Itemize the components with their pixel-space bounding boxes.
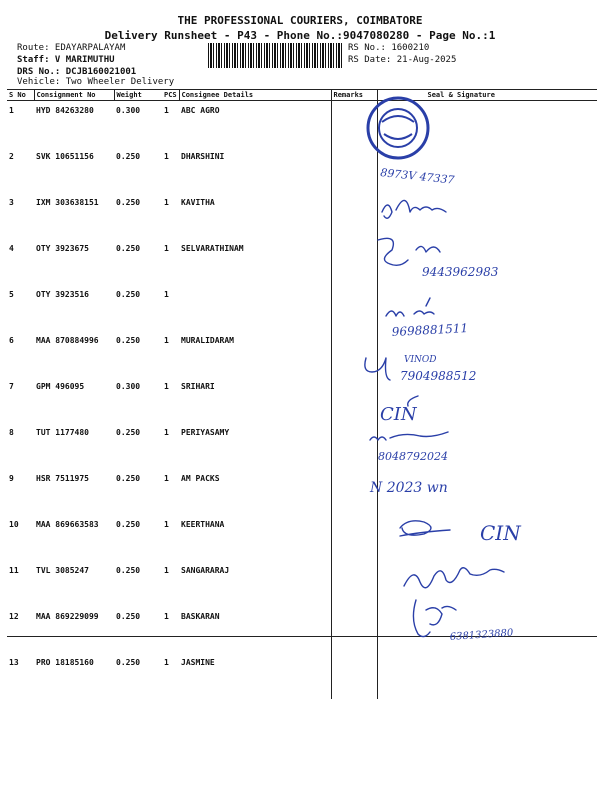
row-sno: 9	[9, 474, 14, 483]
route-label: Route: EDAYARPALAYAM	[17, 43, 126, 53]
company-title: THE PROFESSIONAL COURIERS, COIMBATORE	[177, 14, 423, 27]
row-sno: 6	[9, 336, 14, 345]
row-consignee: JASMINE	[181, 658, 215, 667]
row-pcs: 1	[164, 474, 169, 483]
row-sno: 3	[9, 198, 14, 207]
row-consignee: PERIYASAMY	[181, 428, 230, 437]
row-weight: 0.250	[116, 290, 141, 299]
row-consignee: SRIHARI	[181, 382, 215, 391]
row-consignment: SVK 10651156	[36, 152, 94, 161]
signature-row11-scribble	[400, 521, 450, 536]
row-pcs: 1	[164, 336, 169, 345]
signature-row7	[365, 358, 390, 380]
rs-date: RS Date: 21-Aug-2025	[348, 55, 457, 65]
row-pcs: 1	[164, 152, 169, 161]
barcode	[208, 43, 342, 68]
signature-row13-phone: 6381323880	[449, 627, 514, 643]
row-weight: 0.250	[116, 474, 141, 483]
col-remarks: Remarks	[331, 90, 377, 101]
row-consignee: SELVARATHINAM	[181, 244, 244, 253]
row-pcs: 1	[164, 382, 169, 391]
signature-row12	[404, 568, 504, 588]
runsheet-title: Delivery Runsheet - P43 - Phone No.:9047080280 - Page No.:1	[104, 29, 496, 42]
signature-row7-name: VINOD	[404, 355, 437, 365]
signature-row8: CIN	[380, 404, 417, 425]
col-signature: Seal & Signature	[377, 90, 597, 101]
row-consignee: SANGARARAJ	[181, 566, 230, 575]
row-consignment: TVL 3085247	[36, 566, 89, 575]
drs-label: DRS No.: DCJB160021001	[17, 67, 137, 77]
row-pcs: 1	[164, 566, 169, 575]
row-consignee	[179, 285, 331, 331]
rs-number: RS No.: 1600210	[348, 43, 430, 53]
vehicle-label: Vehicle: Two Wheeler Delivery	[17, 77, 175, 87]
col-sno: S No	[7, 90, 34, 101]
row-sno: 2	[9, 152, 14, 161]
row-consignee: DHARSHINI	[181, 152, 225, 161]
row-sno: 7	[9, 382, 14, 391]
row-sno: 12	[9, 612, 19, 621]
row-sno: 11	[9, 566, 19, 575]
row-consignment: MAA 869229099	[36, 612, 99, 621]
signature-row9-phone: 8048792024	[378, 450, 448, 463]
row-sno: 8	[9, 428, 14, 437]
row-weight: 0.300	[116, 382, 141, 391]
row-consignment: PRO 18185160	[36, 658, 94, 667]
row-consignment: IXM 303638151	[36, 198, 99, 207]
row-consignment: GPM 496095	[36, 382, 85, 391]
row-pcs: 1	[164, 520, 169, 529]
signature-row10: N 2023 wn	[370, 480, 448, 496]
staff-label: Staff: V MARIMUTHU	[17, 55, 115, 65]
signature-row4	[378, 238, 440, 265]
row-consignment: HYD 84263280	[36, 106, 94, 115]
row-weight: 0.250	[116, 244, 141, 253]
signature-row7-phone: 7904988512	[400, 369, 477, 383]
row-consignee: AM PACKS	[181, 474, 220, 483]
signature-row6-phone: 9698881511	[391, 321, 469, 339]
col-consignee: Consignee Details	[179, 90, 331, 101]
row-consignee: BASKARAN	[181, 612, 220, 621]
row-consignee: ABC AGRO	[181, 106, 220, 115]
row-weight: 0.250	[116, 428, 141, 437]
row-pcs: 1	[164, 658, 169, 667]
signature-row3	[382, 200, 446, 218]
row-consignment: HSR 7511975	[36, 474, 89, 483]
row-sno: 13	[9, 658, 19, 667]
row-consignment: OTY 3923516	[36, 290, 89, 299]
row-consignment: OTY 3923675	[36, 244, 89, 253]
row-pcs: 1	[164, 612, 169, 621]
signature-row2: 8973V 47337	[379, 166, 456, 187]
signatures-area	[330, 100, 598, 660]
row-weight: 0.250	[116, 520, 141, 529]
row-consignment: MAA 869663583	[36, 520, 99, 529]
signature-row4-phone: 9443962983	[422, 265, 499, 279]
row-weight: 0.250	[116, 336, 141, 345]
col-consignment: Consignment No	[34, 90, 114, 101]
row-consignee: KEERTHANA	[181, 520, 225, 529]
row-consignment: MAA 870884996	[36, 336, 99, 345]
row-pcs: 1	[164, 428, 169, 437]
row-consignment: TUT 1177480	[36, 428, 89, 437]
col-weight: Weight	[114, 90, 162, 101]
row-weight: 0.250	[116, 198, 141, 207]
table-header-row	[7, 90, 597, 101]
row-weight: 0.250	[116, 152, 141, 161]
row-weight: 0.300	[116, 106, 141, 115]
row-pcs: 1	[164, 290, 169, 299]
signature-row6	[386, 298, 434, 316]
row-pcs: 1	[164, 106, 169, 115]
row-sno: 10	[9, 520, 19, 529]
row-pcs: 1	[164, 244, 169, 253]
row-weight: 0.250	[116, 612, 141, 621]
row-sno: 4	[9, 244, 14, 253]
col-pcs: PCS	[162, 90, 179, 101]
row-consignee: MURALIDARAM	[181, 336, 234, 345]
row-weight: 0.250	[116, 658, 141, 667]
signature-row11: CIN	[480, 521, 521, 545]
row-consignee: KAVITHA	[181, 198, 215, 207]
row-sno: 1	[9, 106, 14, 115]
signature-row9	[370, 432, 448, 440]
row-pcs: 1	[164, 198, 169, 207]
row-sno: 5	[9, 290, 14, 299]
row-weight: 0.250	[116, 566, 141, 575]
